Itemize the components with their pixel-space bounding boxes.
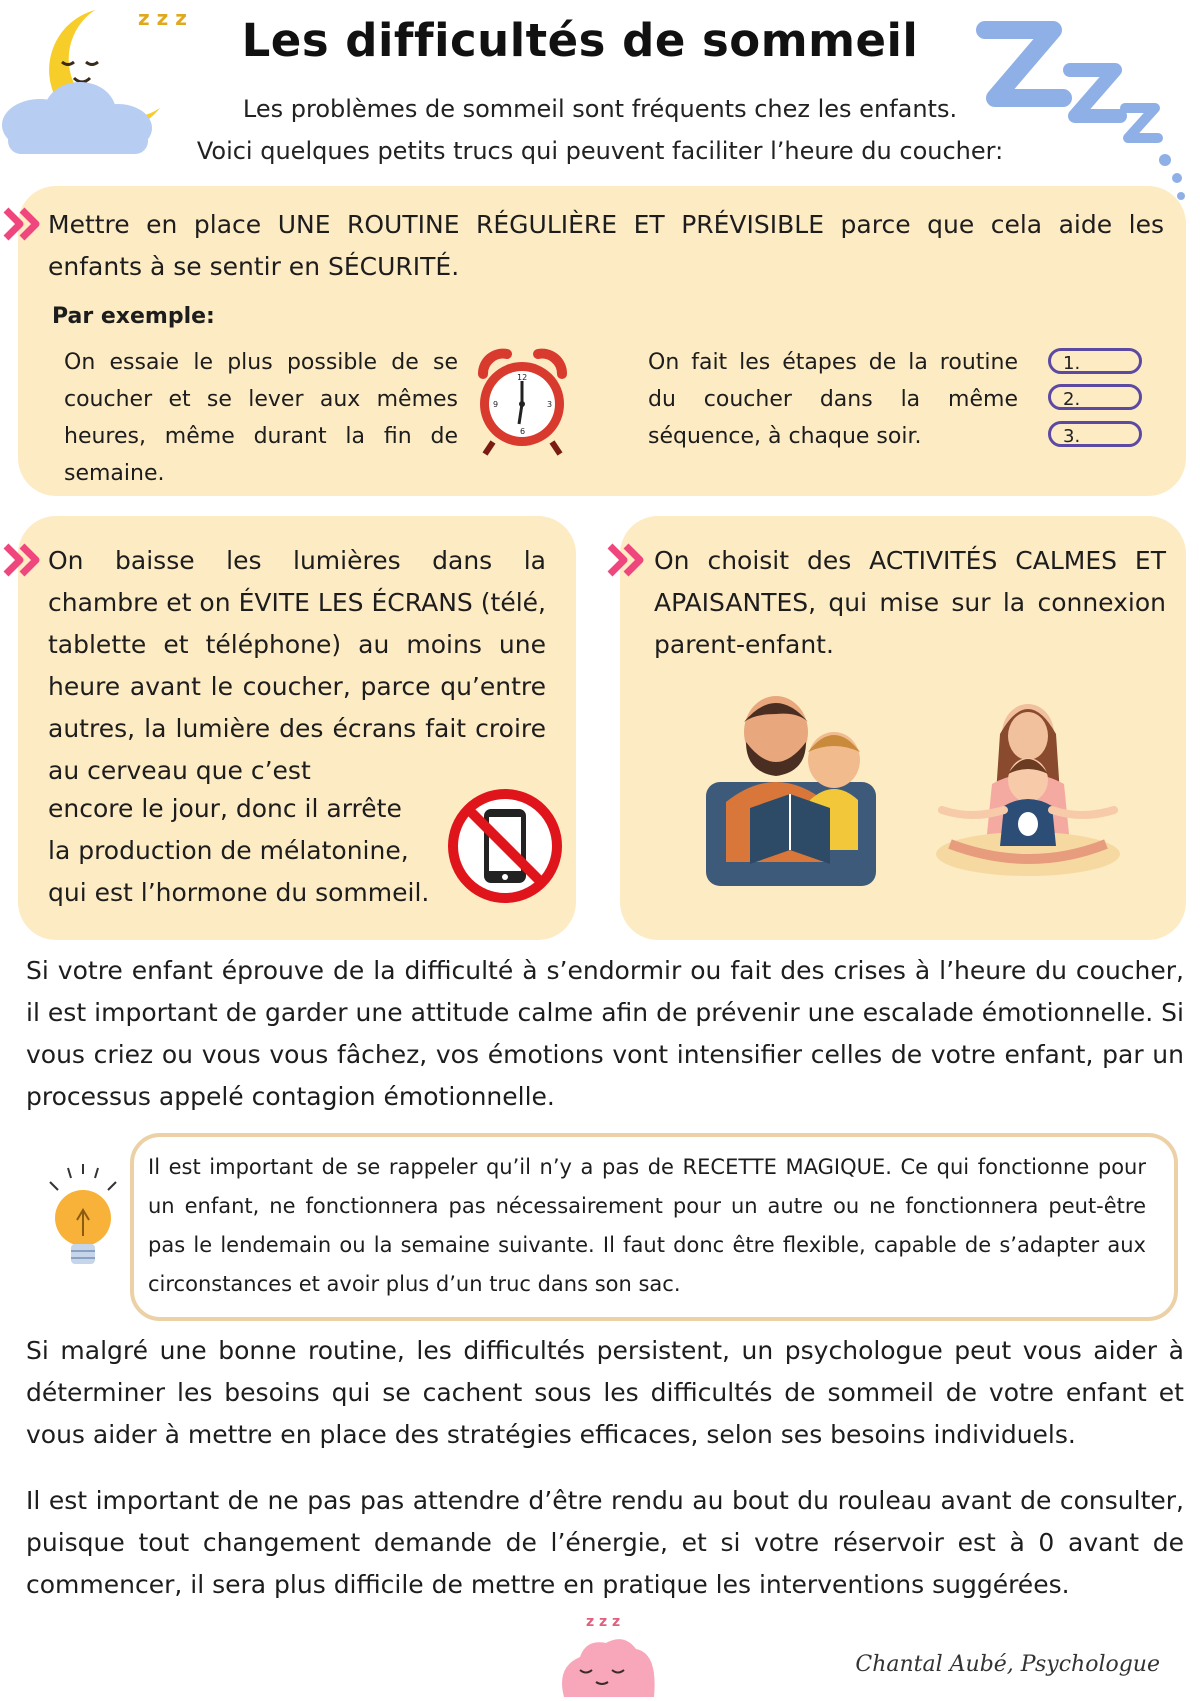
routine-step-1: 1. [1048, 348, 1142, 374]
screens-text-line-9: qui est l’hormone du sommeil. [48, 878, 430, 907]
sleeping-brain-illustration [550, 1632, 660, 1697]
example-right-text: On fait les étapes de la routine du coucher dans la même séquence, à chaque soir. [648, 350, 1018, 449]
example-left-text: On essaie le plus possible de se coucher et se lever aux mêmes heures, même durant la fin de semaine. [64, 350, 458, 486]
svg-text:6: 6 [520, 427, 526, 436]
routine-text-line-1: Mettre en place UNE ROUTINE RÉGULIÈRE ET PRÉVISIBLE parce que cela aide les [48, 210, 1164, 239]
svg-text:9: 9 [493, 400, 499, 409]
routine-step-3: 3. [1048, 421, 1142, 447]
meditation-illustration [930, 694, 1126, 890]
chevron-icon [606, 540, 646, 584]
reading-together-illustration [706, 692, 886, 886]
screens-text-bottom [48, 788, 448, 914]
routine-text [48, 204, 1164, 288]
subtitle-line-2: Voici quelques petits trucs qui peuvent faciliter l’heure du coucher: [196, 137, 1004, 165]
chevron-icon [2, 540, 42, 584]
routine-text-line-2: enfants à se sentir en SÉCURITÉ. [48, 252, 460, 281]
lightbulb-icon [40, 1160, 126, 1280]
page-title: Les difficultés de sommeil [241, 14, 919, 67]
svg-text:12: 12 [517, 373, 528, 382]
paragraph-consult-early: Il est important de ne pas pas attendre d’être rendu au bout du rouleau avant de consulter, puisque tout changement demande de l’énergie, et si votre réservoir est à 0 avant de commencer, il sera plus difficile de mettre en pratique les interventions suggérées. [26, 1486, 1184, 1599]
alarm-clock-icon [465, 344, 580, 456]
screens-text-line-8: la production de mélatonine, [48, 836, 409, 865]
activities-text: On choisit des ACTIVITÉS CALMES ET APAISANTES, qui mise sur la connexion parent-enfant. [654, 546, 1166, 659]
paragraph-calm-attitude: Si votre enfant éprouve de la difficulté à s’endormir ou fait des crises à l’heure du coucher, il est important de garder une attitude calme afin de prévenir une escalade émotionnelle. Si vous criez ou vous vous fâchez, vos émotions vont intensifier celles de votre enfant, par un processus appelé contagion émotionnelle. [26, 956, 1184, 1111]
no-phone-icon [446, 787, 564, 905]
chevron-icon [2, 204, 42, 248]
page-subtitle [160, 88, 1040, 172]
note-text: Il est important de se rappeler qu’il n’y a pas de RECETTE MAGIQUE. Ce qui fonctionne pour un enfant, ne fonctionnera pas nécessairement pour un autre ou ne fonctionnera peut-être pas le lendemain ou la semaine suivante. Il faut donc être flexible, capable de s’adapter aux circonstances et avoir plus d’un truc dans son sac. [148, 1155, 1146, 1296]
author-signature: Chantal Aubé, Psychologue [855, 1652, 1160, 1677]
screens-text-top: On baisse les lumières dans la chambre et on ÉVITE LES ÉCRANS (télé, tablette et téléphone) au moins une heure avant le coucher, parce qu’entre autres, la lumière des écrans fait croire au cerveau que c’est [48, 546, 546, 785]
brain-zzz-text: z z z [586, 1614, 621, 1630]
svg-text:3: 3 [547, 400, 553, 409]
screens-text-line-7: encore le jour, donc il arrête [48, 794, 402, 823]
moon-zzz-text: z z z [138, 6, 187, 30]
example-label: Par exemple: [52, 304, 215, 329]
paragraph-psychologist: Si malgré une bonne routine, les difficultés persistent, un psychologue peut vous aider à déterminer les besoins qui se cachent sous les difficultés de sommeil de votre enfant et vous aider à mettre en place des stratégies efficaces, selon ses besoins individuels. [26, 1336, 1184, 1449]
routine-step-2: 2. [1048, 384, 1142, 410]
subtitle-line-1: Les problèmes de sommeil sont fréquents chez les enfants. [242, 95, 958, 123]
